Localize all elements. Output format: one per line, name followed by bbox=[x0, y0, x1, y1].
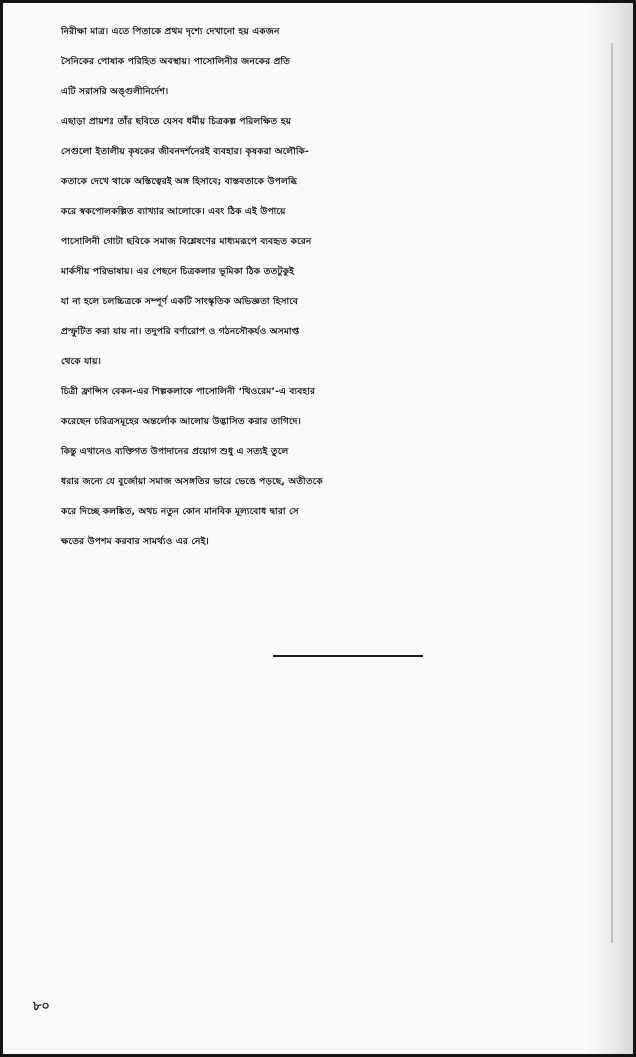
text-line: নিরীক্ষা মাত্র। এতে পিতাকে প্রথম দৃশ্যে দেখানো হয় একজন bbox=[61, 27, 280, 37]
text-line: যা না হলে চলচ্চিত্রকে সম্পূর্ণ একটি সাংস্কৃতিক অভিজ্ঞতা হিসাবে bbox=[61, 297, 299, 307]
text-line: ক্ষতের উপশম করবার সামর্থ্যও এর নেই। bbox=[61, 537, 209, 547]
text-line: থেকে যায়। bbox=[61, 357, 102, 367]
paragraph-2 bbox=[61, 107, 621, 377]
text-line: প্রস্ফুটিত করা যায় না। তদুপরি বর্ণারোপ ও গঠনসৌকর্যও অসমাপ্ত bbox=[61, 327, 300, 337]
text-line: ধরার জন্যে যে বুর্জোয়া সমাজ অসঙ্গতির ভারে ভেঙে পড়ছে, অতীতকে bbox=[61, 477, 323, 487]
page-number: ৮০ bbox=[33, 999, 50, 1014]
text-line: কতাকে দেখে থাকে অস্তিত্বেরই অঙ্গ হিসাবে; বাস্তবতাকে উপলব্ধি bbox=[61, 177, 298, 187]
text-line: মার্কসীয় পরিভাষায়। এর পেছনে চিত্রকলার ভূমিকা ঠিক ততটুকুই bbox=[61, 267, 294, 277]
text-line: এটি সরাসরি অঙ্গুলীনির্দেশ। bbox=[61, 87, 169, 97]
text-line: চিত্রী ফ্রান্সিস বেকন-এর শিল্পকলাকে পাসোলিনী ‘থিওরেম’-এ ব্যবহার bbox=[61, 387, 316, 397]
paragraph-3 bbox=[61, 377, 621, 557]
text-line: পাসোলিনী গোটা ছবিকে সমাজ বিশ্লেষণের মাধ্যমরূপে ব্যবহৃত করেন bbox=[61, 237, 312, 247]
text-line: সৈনিকের পোষাক পরিহিত অবস্থায়। পাসোলিনীর জনকের প্রতি bbox=[61, 57, 291, 67]
text-line: এছাড়া প্রায়শঃ তাঁর ছবিতে যেসব ধর্মীয় চিত্রকল্প পরিলক্ষিত হয় bbox=[61, 117, 292, 127]
body-text bbox=[61, 17, 621, 557]
paragraph-1 bbox=[61, 17, 621, 107]
text-line: সেগুলো ইতালীয় কৃষকের জীবনদর্শনেরই ব্যবহার। কৃষকরা অলৌকি- bbox=[61, 147, 309, 157]
text-line: করেছেন চরিত্রসমূহের অন্তর্লোক আলোয় উদ্ভাসিত করার তাগিদে। bbox=[61, 417, 302, 427]
text-line: করে দিচ্ছে কলঙ্কিত, অথচ নতুন কোন মানবিক মূল্যবোধ দ্বারা সে bbox=[61, 507, 299, 517]
text-line: করে স্বকপোলকল্পিত ব্যাখ্যার আলোকে। এবং ঠিক এই উপায়ে bbox=[61, 207, 286, 217]
section-end-rule bbox=[273, 655, 423, 657]
text-line: কিন্তু এখানেও ব্যক্তিগত উপাদানের প্রয়োগ শুধু এ সত্যই তুলে bbox=[61, 447, 289, 457]
